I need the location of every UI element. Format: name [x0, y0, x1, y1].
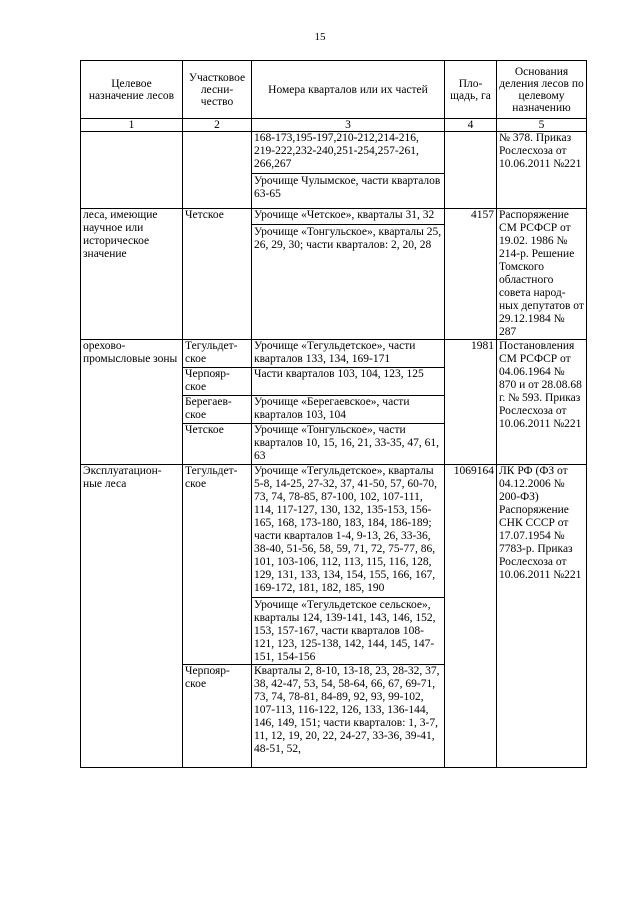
forestry-cell: Четское [183, 424, 252, 465]
quarters-cell [252, 132, 445, 209]
basis-cell: Распоряжение СМ РСФСР от 19.02. 1986 № 214-р. Решение Томского областного совета народ-ных депутатов от 29.12.1984 № 287 [497, 209, 587, 340]
purpose-cell [81, 132, 183, 209]
col-number: 3 [252, 119, 445, 132]
table-row [81, 209, 587, 340]
page-number: 15 [314, 31, 326, 43]
quarters-cell: Урочище «Тегульдетское», части кварталов 133, 134, 169-171 [252, 340, 445, 368]
basis-cell: ЛК РФ (ФЗ от 04.12.2006 № 200-ФЗ) Распоряжение СНК СССР от 17.07.1954 № 7783-р. Приказ Рослесхоза от 10.06.2011 №221 [497, 465, 587, 768]
quarters-text: Урочище «Тонгульское», кварталы 25, 26, 29, 30; части кварталов: 2, 20, 28 [252, 224, 444, 252]
quarters-text: Урочище «Тегульдетское сельское», кварталы 124, 139-141, 143, 146, 152, 153, 157-167, части кварталов 108-121, 123, 125-138, 142, 144, 145, 147-151, 154-156 [252, 597, 444, 664]
col-number: 5 [497, 119, 587, 132]
header-row [81, 61, 587, 119]
area-cell [445, 132, 497, 209]
area-cell: 1981 [445, 340, 497, 465]
col-number: 1 [81, 119, 183, 132]
table-row [81, 132, 587, 209]
header-area: Пло-щадь, га [445, 61, 497, 119]
header-basis: Основания деления лесов по целевому назначению [497, 61, 587, 119]
col-number: 4 [445, 119, 497, 132]
quarters-cell [252, 465, 445, 665]
forest-purpose-table [80, 60, 587, 768]
purpose-cell: орехово-промысловые зоны [81, 340, 183, 465]
table-row [81, 340, 587, 368]
header-purpose: Целевое назначение лесов [81, 61, 183, 119]
quarters-cell: Части кварталов 103, 104, 123, 125 [252, 368, 445, 396]
header-quarters: Номера кварталов или их частей [252, 61, 445, 119]
quarters-cell: Кварталы 2, 8-10, 13-18, 23, 28-32, 37, 38, 42-47, 53, 54, 58-64, 66, 67, 69-71, 73, 74, 78-81, 84-89, 92, 93, 99-102, 107-113, 116-122, 126, 133, 136-144, 146, 149, 151; части кварталов: 1, 3-7, 11, 12, 19, 20, 22, 24-27, 33-36, 39-41, 48-51, 52, [252, 665, 445, 768]
column-number-row [81, 119, 587, 132]
area-cell: 1069164 [445, 465, 497, 768]
quarters-text: 168-173,195-197,210-212,214-216, 219-222,232-240,251-254,257-261, 266,267 [254, 132, 419, 170]
quarters-text: Урочище «Четское», кварталы 31, 32 [254, 209, 435, 221]
forestry-cell: Тегульдет-ское [183, 465, 252, 665]
purpose-cell: леса, имеющие научное или историческое значение [81, 209, 183, 340]
table-row [81, 465, 587, 665]
quarters-cell [252, 209, 445, 340]
col-number: 2 [183, 119, 252, 132]
quarters-text: Урочище «Тегульдетское», кварталы 5-8, 14-25, 27-32, 37, 41-50, 57, 60-70, 73, 74, 78-85, 87-100, 102, 107-111, 114, 117-127, 130, 132, 135-153, 156-165, 168, 173-180, 183, 184, 186-189; части кварталов 1-4, 9-13, 26, 33-36, 38-40, 51-56, 58, 59, 71, 72, 75-77, 86, 101, 103-106, 112, 113, 115, 116, 128, 129, 131, 133, 134, 154, 155, 166, 167, 169-172, 181, 182, 185, 190 [254, 465, 438, 594]
quarters-cell: Урочище «Берегаевское», части кварталов 103, 104 [252, 396, 445, 424]
basis-cell: № 378. Приказ Рослесхоза от 10.06.2011 №221 [497, 132, 587, 209]
forestry-cell: Черпояр-ское [183, 368, 252, 396]
quarters-cell: Урочище «Тонгульское», части кварталов 10, 15, 16, 21, 33-35, 47, 61, 63 [252, 424, 445, 465]
forestry-cell: Черпояр-ское [183, 665, 252, 768]
forestry-cell: Четское [183, 209, 252, 340]
basis-cell: Постановления СМ РСФСР от 04.06.1964 № 870 и от 28.08.68 г. № 593. Приказ Рослесхоза от 10.06.2011 №221 [497, 340, 587, 465]
forestry-cell: Берегаев-ское [183, 396, 252, 424]
quarters-text: Урочище Чулымское, части кварталов 63-65 [252, 173, 444, 201]
area-cell: 4157 [445, 209, 497, 340]
header-forestry: Участковое лесни-чество [183, 61, 252, 119]
purpose-cell: Эксплуатацион-ные леса [81, 465, 183, 768]
forestry-cell: Тегульдет-ское [183, 340, 252, 368]
forestry-cell [183, 132, 252, 209]
